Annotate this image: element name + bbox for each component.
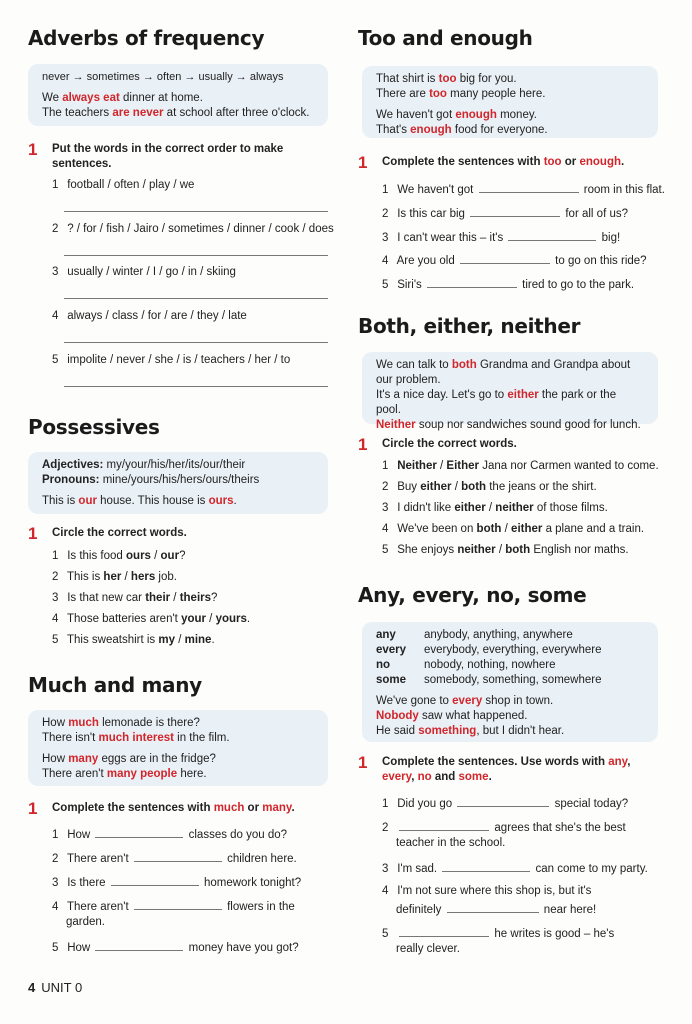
word-list: somebody, something, somewhere (424, 674, 602, 686)
answer-blank[interactable] (111, 874, 199, 886)
adverbs-item-2: 2 ? / for / fish / Jairo / sometimes / dinner / cook / does (52, 223, 334, 235)
exercise-number: 1 (358, 753, 368, 772)
circle-item: 4 Those batteries aren't your / yours. (52, 613, 251, 625)
gapfill-item (52, 939, 299, 956)
answer-blank[interactable] (427, 276, 517, 288)
item-number: 3 (382, 863, 389, 875)
item-text-before: Is there (67, 877, 106, 889)
item-number: 5 (382, 544, 389, 556)
item-text-after: flowers in the (227, 901, 295, 913)
item-text-after: for all of us? (565, 208, 629, 220)
item-text-after: money have you got? (188, 942, 299, 954)
circle-item: 5 She enjoys neither / both English nor maths. (382, 544, 629, 556)
muchmany-title: Much and many (28, 673, 202, 697)
option-a[interactable]: ours (126, 550, 151, 562)
item-text-after: to go on this ride? (555, 255, 647, 267)
item-number: 1 (52, 550, 59, 562)
item-text-after: job. (155, 571, 177, 583)
item-number: 2 (52, 853, 59, 865)
exercise-instruction: Circle the correct words. (52, 527, 187, 539)
gapfill-item (382, 276, 634, 293)
both-rule-box (362, 352, 658, 431)
gapfill-item (52, 826, 287, 843)
circle-item: 1 Neither / Either Jana nor Carmen wanted to come. (382, 460, 659, 472)
option-b[interactable]: both (461, 481, 487, 493)
any-line-1: We've gone to every shop in town. (376, 695, 554, 707)
muchmany-line-1: How much lemonade is there? (42, 717, 200, 729)
item-text-after: tired to go to the park. (522, 279, 635, 291)
exercise-number: 1 (28, 524, 38, 543)
answer-blank[interactable] (95, 826, 183, 838)
item-continuation (396, 901, 596, 918)
tooenough-line-2: There are too many people here. (376, 88, 546, 100)
item-number: 3 (52, 592, 59, 604)
item-text-before: Siri's (397, 279, 422, 291)
answer-line[interactable] (64, 211, 328, 212)
adverbs-example-2: The teachers are never at school after three o'clock. (42, 107, 310, 119)
adverbs-title: Adverbs of frequency (28, 26, 265, 50)
answer-blank[interactable] (399, 819, 489, 831)
item-text-before: definitely (396, 904, 442, 916)
answer-line[interactable] (64, 298, 328, 299)
word-key: some (376, 674, 407, 686)
tooenough-rule-box (362, 66, 658, 138)
answer-blank[interactable] (442, 860, 530, 872)
option-a[interactable]: their (145, 592, 171, 604)
option-a[interactable]: her (103, 571, 122, 583)
answer-blank[interactable] (95, 939, 183, 951)
item-number: 4 (382, 255, 389, 267)
option-b[interactable]: our (160, 550, 180, 562)
adverbs-item-1: 1 football / often / play / we (52, 179, 195, 191)
item-number: 5 (52, 634, 59, 646)
item-text-before: Did you go (397, 798, 453, 810)
adverbs-item-3: 3 usually / winter / I / go / in / skiing (52, 266, 236, 278)
option-a[interactable]: Neither (397, 460, 437, 472)
word-list: everybody, everything, everywhere (424, 644, 602, 656)
item-text-before: This sweatshirt is (67, 634, 159, 646)
item-number: 2 (382, 208, 389, 220)
item-text-before: Is that new car (67, 592, 146, 604)
item-text-after: can come to my party. (535, 863, 648, 875)
answer-blank[interactable] (457, 795, 549, 807)
item-text-before: There aren't (67, 901, 129, 913)
item-text-before: She enjoys (397, 544, 458, 556)
adverbs-item-4: 4 always / class / for / are / they / late (52, 310, 247, 322)
possessives-title: Possessives (28, 415, 160, 439)
tooenough-exercise-header (358, 155, 624, 170)
item-text-before: How (67, 829, 91, 841)
possessives-example: This is our house. This house is ours. (42, 495, 237, 507)
exercise-number: 1 (358, 435, 368, 454)
item-number: 1 (52, 829, 59, 841)
circle-item: 3 I didn't like either / neither of those films. (382, 502, 608, 514)
gapfill-item (52, 850, 297, 867)
item-text-before: Is this food (67, 550, 127, 562)
circle-item: 4 We've been on both / either a plane and a train. (382, 523, 645, 535)
answer-blank[interactable] (470, 205, 560, 217)
item-text-before: I didn't like (397, 502, 455, 514)
option-b[interactable]: theirs (179, 592, 212, 604)
answer-line[interactable] (64, 342, 328, 343)
item-text-after: near here! (543, 904, 597, 916)
item-number: 5 (52, 942, 59, 954)
word-list: nobody, nothing, nowhere (424, 659, 556, 671)
item-text-before: I can't wear this – it's (397, 232, 504, 244)
pronouns-line: Pronouns: mine/yours/his/hers/ours/theirs (42, 474, 260, 486)
exercise-number: 1 (28, 140, 38, 159)
both-title: Both, either, neither (358, 314, 581, 338)
option-b[interactable]: Either (446, 460, 480, 472)
item-text-after: he writes is good – he's (494, 928, 615, 940)
answer-line[interactable] (64, 255, 328, 256)
exercise-instruction: Complete the sentences with too or enough. (382, 156, 625, 168)
answer-blank[interactable] (447, 901, 539, 913)
gapfill-item (382, 252, 647, 269)
adverbs-scale: never → sometimes → often → usually → always (42, 71, 284, 83)
tooenough-line-1: That shirt is too big for you. (376, 73, 517, 85)
possessives-exercise-header (28, 526, 187, 541)
answer-blank[interactable] (479, 181, 579, 193)
option-b[interactable]: mine (184, 634, 212, 646)
item-text-after: ? (179, 550, 186, 562)
muchmany-rule-box (28, 710, 328, 786)
item-text-before: There aren't (67, 853, 129, 865)
item-text-before: Those batteries aren't (67, 613, 182, 625)
adverbs-exercise-header (28, 142, 328, 172)
item-text-after: of those films. (533, 502, 608, 514)
item-text-before: Buy (397, 481, 421, 493)
both-line-4: Neither soup nor sandwiches sound good for lunch. (376, 419, 641, 431)
both-exercise-header (358, 437, 517, 452)
possessives-rule-box (28, 452, 328, 514)
muchmany-exercise-header (28, 801, 295, 816)
any-line-2: Nobody saw what happened. (376, 710, 528, 722)
adjectives-line: Adjectives: my/your/his/her/its/our/their (42, 459, 246, 471)
circle-item: 2 Buy either / both the jeans or the shirt. (382, 481, 597, 493)
adverbs-example-1: We always eat dinner at home. (42, 92, 203, 104)
item-text-after: . (211, 634, 215, 646)
answer-line[interactable] (64, 386, 328, 387)
item-text-after: classes do you do? (188, 829, 288, 841)
item-text-after: agrees that she's the best (494, 822, 626, 834)
page-number: 4 (28, 980, 36, 995)
option-a[interactable]: my (158, 634, 176, 646)
page-footer (28, 980, 82, 995)
item-text-after: homework tonight? (203, 877, 302, 889)
exercise-instruction: Complete the sentences with much or many. (52, 802, 295, 814)
item-number: 1 (382, 460, 389, 472)
circle-item: 5 This sweatshirt is my / mine. (52, 634, 215, 646)
gapfill-item (382, 229, 620, 246)
item-number: 5 (382, 279, 389, 291)
gapfill-item (382, 181, 665, 198)
answer-blank[interactable] (460, 252, 550, 264)
both-line-2: our problem. (376, 374, 441, 386)
item-number: 1 (382, 798, 389, 810)
option-a[interactable]: your (181, 613, 206, 625)
tooenough-line-4: That's enough food for everyone. (376, 124, 548, 136)
tooenough-line-3: We haven't got enough money. (376, 109, 537, 121)
item-text-after: English nor maths. (530, 544, 629, 556)
item-text-before: Are you old (396, 255, 455, 267)
item-number: 2 (52, 571, 59, 583)
item-text-after: special today? (554, 798, 629, 810)
gapfill-item (382, 795, 628, 812)
gapfill-item (52, 874, 301, 891)
item-number: 1 (382, 184, 389, 196)
any-title: Any, every, no, some (358, 583, 587, 607)
option-b[interactable]: both (505, 544, 531, 556)
unit-label: UNIT 0 (41, 980, 83, 995)
item-number: 4 (382, 523, 389, 535)
any-word-table (376, 628, 644, 688)
item-text-after: the jeans or the shirt. (486, 481, 597, 493)
item-continuation: garden. (66, 916, 106, 928)
exercise-instruction: Put the words in the correct order to make sentences. (52, 143, 284, 170)
exercise-number: 1 (358, 153, 368, 172)
word-list: anybody, anything, anywhere (424, 629, 573, 641)
option-b[interactable]: yours (215, 613, 247, 625)
item-number: 3 (382, 502, 389, 514)
item-text-after: big! (601, 232, 621, 244)
item-text-after: room in this flat. (583, 184, 665, 196)
exercise-instruction: Circle the correct words. (382, 438, 517, 450)
any-line-3: He said something, but I didn't hear. (376, 725, 565, 737)
both-line-1: We can talk to both Grandma and Grandpa about (376, 359, 631, 371)
any-exercise-header (358, 755, 658, 785)
option-a[interactable]: both (476, 523, 502, 535)
circle-item: 3 Is that new car their / theirs? (52, 592, 218, 604)
answer-blank[interactable] (134, 898, 222, 910)
answer-blank[interactable] (399, 925, 489, 937)
item-text-after: ? (211, 592, 218, 604)
gapfill-item (382, 884, 591, 899)
item-number: 4 (52, 613, 59, 625)
word-key: no (376, 659, 391, 671)
item-text-after: a plane and a train. (542, 523, 645, 535)
item-text-before: We haven't got (397, 184, 474, 196)
both-line-3: It's a nice day. Let's go to either the park or the pool. (376, 389, 617, 416)
item-text-before: Is this car big (397, 208, 465, 220)
item-number: 5 (382, 928, 389, 940)
option-a[interactable]: neither (457, 544, 496, 556)
answer-blank[interactable] (508, 229, 596, 241)
item-number: 2 (382, 481, 389, 493)
exercise-instruction: Complete the sentences. Use words with any, every, no and some. (382, 756, 631, 783)
exercise-number: 1 (28, 799, 38, 818)
answer-blank[interactable] (134, 850, 222, 862)
option-a[interactable]: either (454, 502, 486, 514)
item-text-after: . (246, 613, 251, 625)
item-number: 4 (52, 901, 59, 913)
word-key: any (376, 629, 396, 641)
muchmany-line-2: There isn't much interest in the film. (42, 732, 230, 744)
item-text-before: How (67, 942, 91, 954)
item-text-before: We've been on (397, 523, 477, 535)
adverbs-rule-box (28, 64, 328, 126)
item-number: 4 (382, 885, 389, 897)
gapfill-item (382, 205, 628, 222)
option-b[interactable]: either (511, 523, 543, 535)
any-rule-box (362, 622, 658, 742)
gapfill-item (382, 819, 626, 836)
option-a[interactable]: either (420, 481, 452, 493)
item-continuation: really clever. (396, 943, 460, 955)
item-text-before: This is (67, 571, 104, 583)
item-number: 3 (52, 877, 59, 889)
item-number: 2 (382, 822, 389, 834)
gapfill-item (382, 860, 648, 877)
item-number: 3 (382, 232, 389, 244)
option-b[interactable]: neither (495, 502, 534, 514)
word-key: every (376, 644, 407, 656)
item-text-before: I'm sad. (397, 863, 438, 875)
gapfill-item (382, 925, 614, 942)
item-text-before: I'm not sure where this shop is, but it's (397, 885, 592, 897)
gapfill-item (52, 898, 295, 915)
item-text-after: children here. (227, 853, 297, 865)
item-continuation: teacher in the school. (396, 837, 506, 849)
option-b[interactable]: hers (130, 571, 156, 583)
circle-item: 1 Is this food ours / our? (52, 550, 186, 562)
muchmany-line-3: How many eggs are in the fridge? (42, 753, 216, 765)
tooenough-title: Too and enough (358, 26, 533, 50)
item-text-after: Jana nor Carmen wanted to come. (479, 460, 659, 472)
circle-item: 2 This is her / hers job. (52, 571, 177, 583)
adverbs-item-5: 5 impolite / never / she / is / teachers / her / to (52, 354, 291, 366)
muchmany-line-4: There aren't many people here. (42, 768, 207, 780)
